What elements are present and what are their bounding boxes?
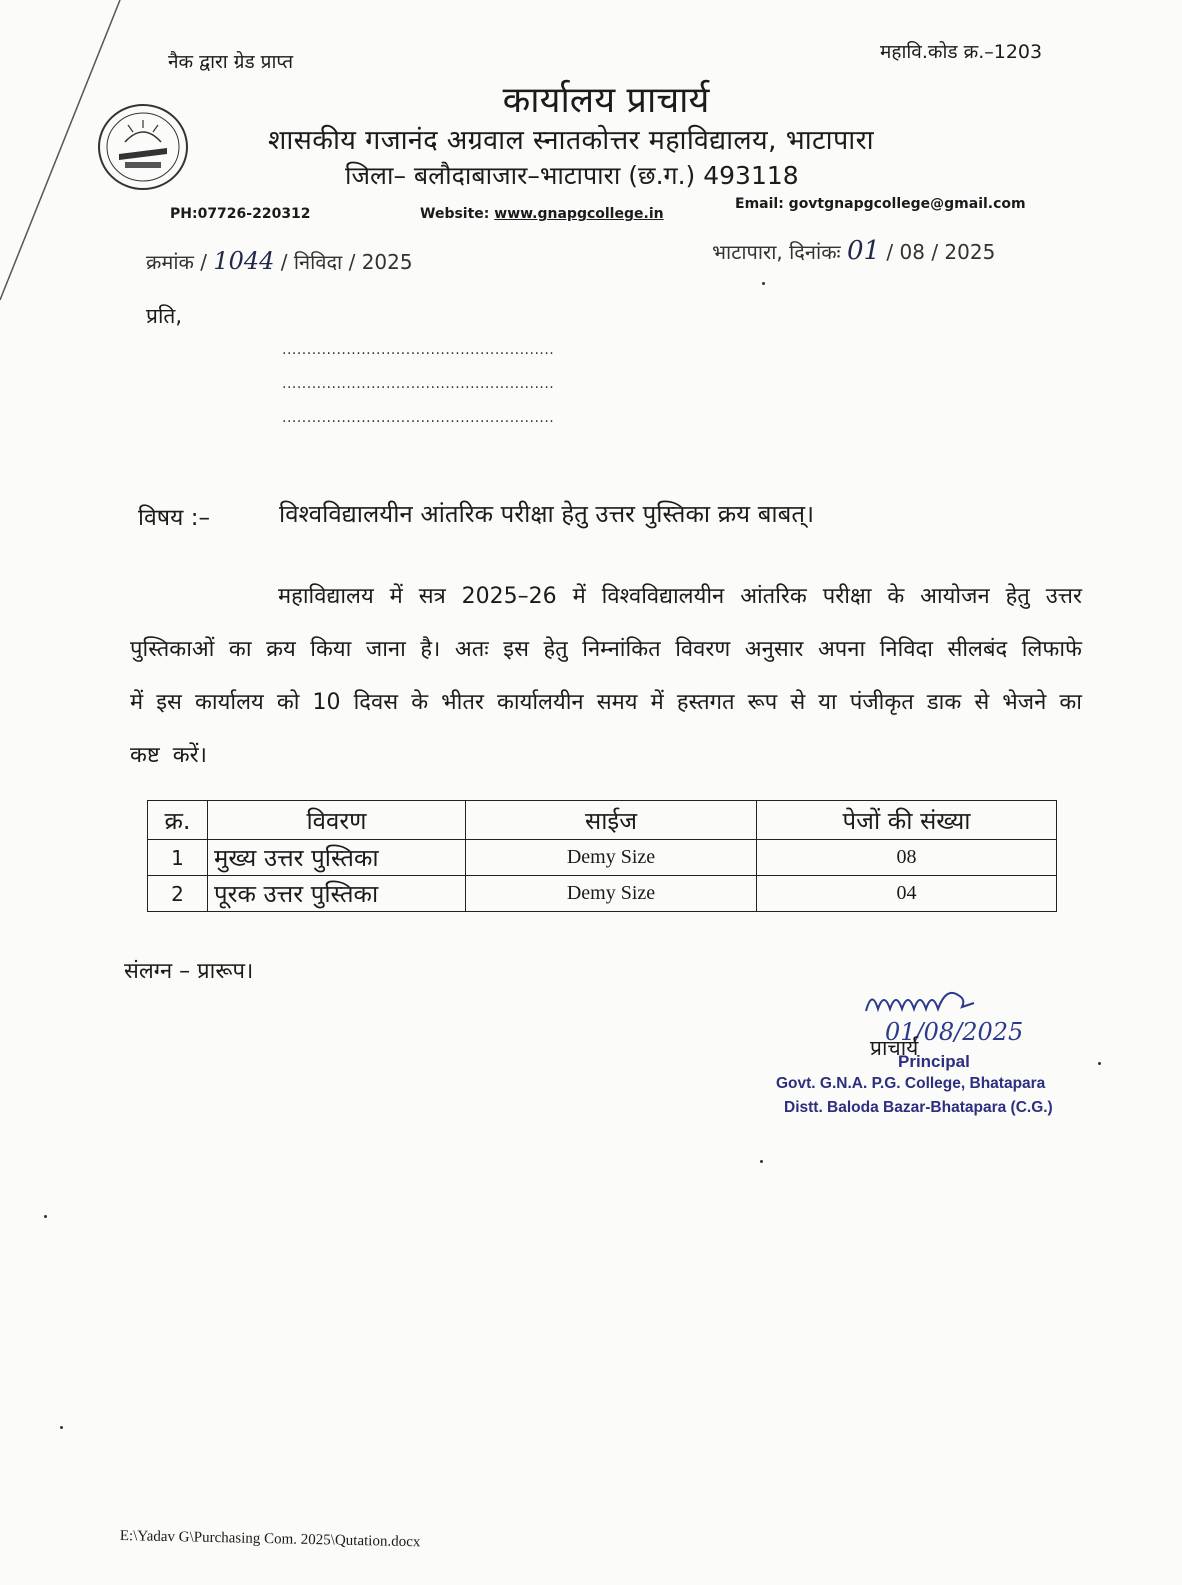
items-table — [147, 800, 1057, 912]
paper-speck — [760, 1160, 763, 1163]
table-header: क्र. — [148, 801, 208, 840]
addressee-label: प्रति, — [146, 304, 183, 328]
reference-number — [146, 247, 413, 275]
addressee-line: ....................................................... — [282, 342, 555, 358]
website-link[interactable]: www.gnapgcollege.in — [494, 206, 664, 222]
table-cell: 2 — [148, 876, 208, 912]
signature-scribble — [862, 985, 992, 1021]
table-cell: 08 — [757, 840, 1057, 876]
paper-speck — [762, 282, 765, 285]
reference-prefix: क्रमांक / — [146, 250, 207, 274]
table-row — [148, 840, 1057, 876]
date-handwritten-day: 01 — [846, 236, 881, 266]
office-title: कार्यालय प्राचार्य — [502, 80, 710, 121]
date-rest: / 08 / 2025 — [886, 240, 996, 264]
college-name: शासकीय गजानंद अग्रवाल स्नातकोत्तर महाविद्यालय, भाटापारा — [268, 125, 874, 156]
body-paragraph: महाविद्यालय में सत्र 2025–26 में विश्वविद्यालयीन आंतरिक परीक्षा के आयोजन हेतु उत्तर पुस्तिकाओं का क्रय किया जाना है। अतः इस हेतु निम्नांकित विवरण अनुसार अपना निविदा सीलबंद लिफाफे में इस कार्यालय को 10 दिवस के भीतर कार्यालयीन समय में हस्तगत रूप से या पंजीकृत डाक से भेजने का कष्ट करें। — [130, 584, 1082, 768]
college-code: महावि.कोड क्र.–1203 — [880, 41, 1043, 63]
reference-suffix: / निविदा / 2025 — [280, 250, 413, 274]
file-path-footer: E:\Yadav G\Purchasing Com. 2025\Qutation.docx — [119, 1528, 421, 1551]
reference-handwritten-number: 1044 — [213, 247, 275, 275]
subject-label: विषय :– — [138, 505, 210, 531]
date-prefix: भाटापारा, दिनांकः — [712, 240, 841, 264]
table-cell: 04 — [757, 876, 1057, 912]
stamp-college: Govt. G.N.A. P.G. College, Bhatapara — [776, 1075, 1046, 1092]
addressee-line: ....................................................... — [282, 376, 555, 392]
addressee-line: ....................................................... — [282, 410, 555, 426]
table-cell: Demy Size — [466, 876, 757, 912]
paper-speck — [60, 1426, 63, 1429]
stamp-district: Distt. Baloda Bazar-Bhatapara (C.G.) — [784, 1099, 1053, 1116]
table-header: विवरण — [208, 801, 466, 840]
district-address: जिला– बलौदाबाजार–भाटापारा (छ.ग.) 493118 — [345, 161, 799, 190]
website — [420, 206, 664, 222]
naac-grade-text: नैक द्वारा ग्रेड प्राप्त — [168, 51, 294, 73]
table-cell: Demy Size — [466, 840, 757, 876]
email-address[interactable]: Email: govtgnapgcollege@gmail.com — [735, 196, 1026, 212]
table-cell: मुख्य उत्तर पुस्तिका — [208, 840, 466, 876]
table-cell: 1 — [148, 840, 208, 876]
paper-speck — [1098, 1062, 1101, 1065]
paper-speck — [44, 1215, 47, 1218]
letter-date — [712, 236, 995, 266]
subject-text: विश्वविद्यालयीन आंतरिक परीक्षा हेतु उत्तर पुस्तिका क्रय बाबत्। — [279, 500, 815, 528]
enclosure-note: संलग्न – प्रारूप। — [124, 959, 254, 984]
table-cell: पूरक उत्तर पुस्तिका — [208, 876, 466, 912]
signature-handwritten-date: 01/08/2025 — [885, 1018, 1024, 1046]
website-label: Website: — [420, 206, 495, 222]
principal-title-hindi: प्राचार्य — [870, 1036, 919, 1060]
table-header: पेजों की संख्या — [757, 801, 1057, 840]
phone-number: PH:07726-220312 — [170, 206, 311, 222]
stamp-principal: Principal — [898, 1052, 970, 1071]
table-row — [148, 876, 1057, 912]
table-header-row — [148, 801, 1057, 840]
table-header: साईज — [466, 801, 757, 840]
